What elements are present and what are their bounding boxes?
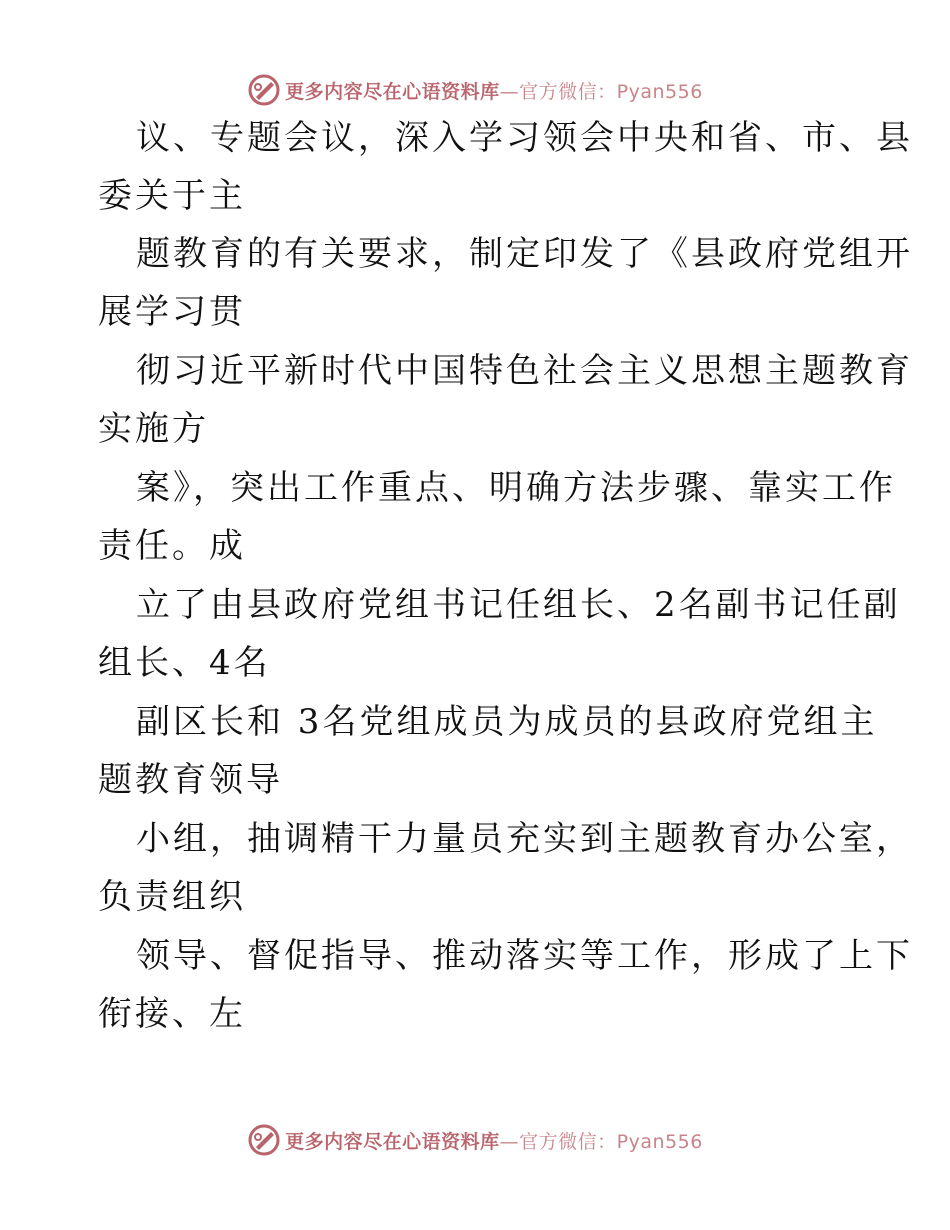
paragraph-line: 衔接、左: [98, 994, 246, 1034]
top-banner: [0, 70, 950, 110]
pen-swirl-logo-icon: [247, 73, 281, 107]
paragraph-line: 题教育的有关要求，制定印发了《县政府党组开: [136, 234, 913, 274]
bottom-banner: [0, 1120, 950, 1160]
paragraph-line: 组长、4名: [98, 643, 271, 683]
banner-text: 更多内容尽在心语资料库—官方微信：Pyan556: [285, 80, 703, 103]
paragraph-line: 立了由县政府党组书记任组长、2名副书记任副: [136, 585, 901, 625]
pen-swirl-logo-icon: [247, 1123, 281, 1157]
banner-text: 更多内容尽在心语资料库—官方微信：Pyan556: [285, 1130, 703, 1153]
paragraph-line: 委关于主: [98, 176, 246, 216]
paragraph-line: 领导、督促指导、推动落实等工作，形成了上下: [136, 936, 913, 976]
paragraph-line: 副区长和 3名党组成员为成员的县政府党组主: [136, 702, 878, 742]
paragraph-line: 责任。成: [98, 526, 246, 566]
paragraph-line: 彻习近平新时代中国特色社会主义思想主题教育: [136, 351, 913, 391]
paragraph-line: 小组，抽调精干力量员充实到主题教育办公室，: [136, 819, 913, 859]
paragraph-line: 议、专题会议，深入学习领会中央和省、市、县: [136, 118, 913, 158]
paragraph-line: 负责组织: [98, 877, 246, 917]
paragraph-line: 实施方: [98, 409, 209, 449]
paragraph-line: 题教育领导: [98, 760, 283, 800]
paragraph-line: 展学习贯: [98, 292, 246, 332]
paragraph-line: 案》，突出工作重点、明确方法步骤、靠实工作: [136, 468, 896, 508]
